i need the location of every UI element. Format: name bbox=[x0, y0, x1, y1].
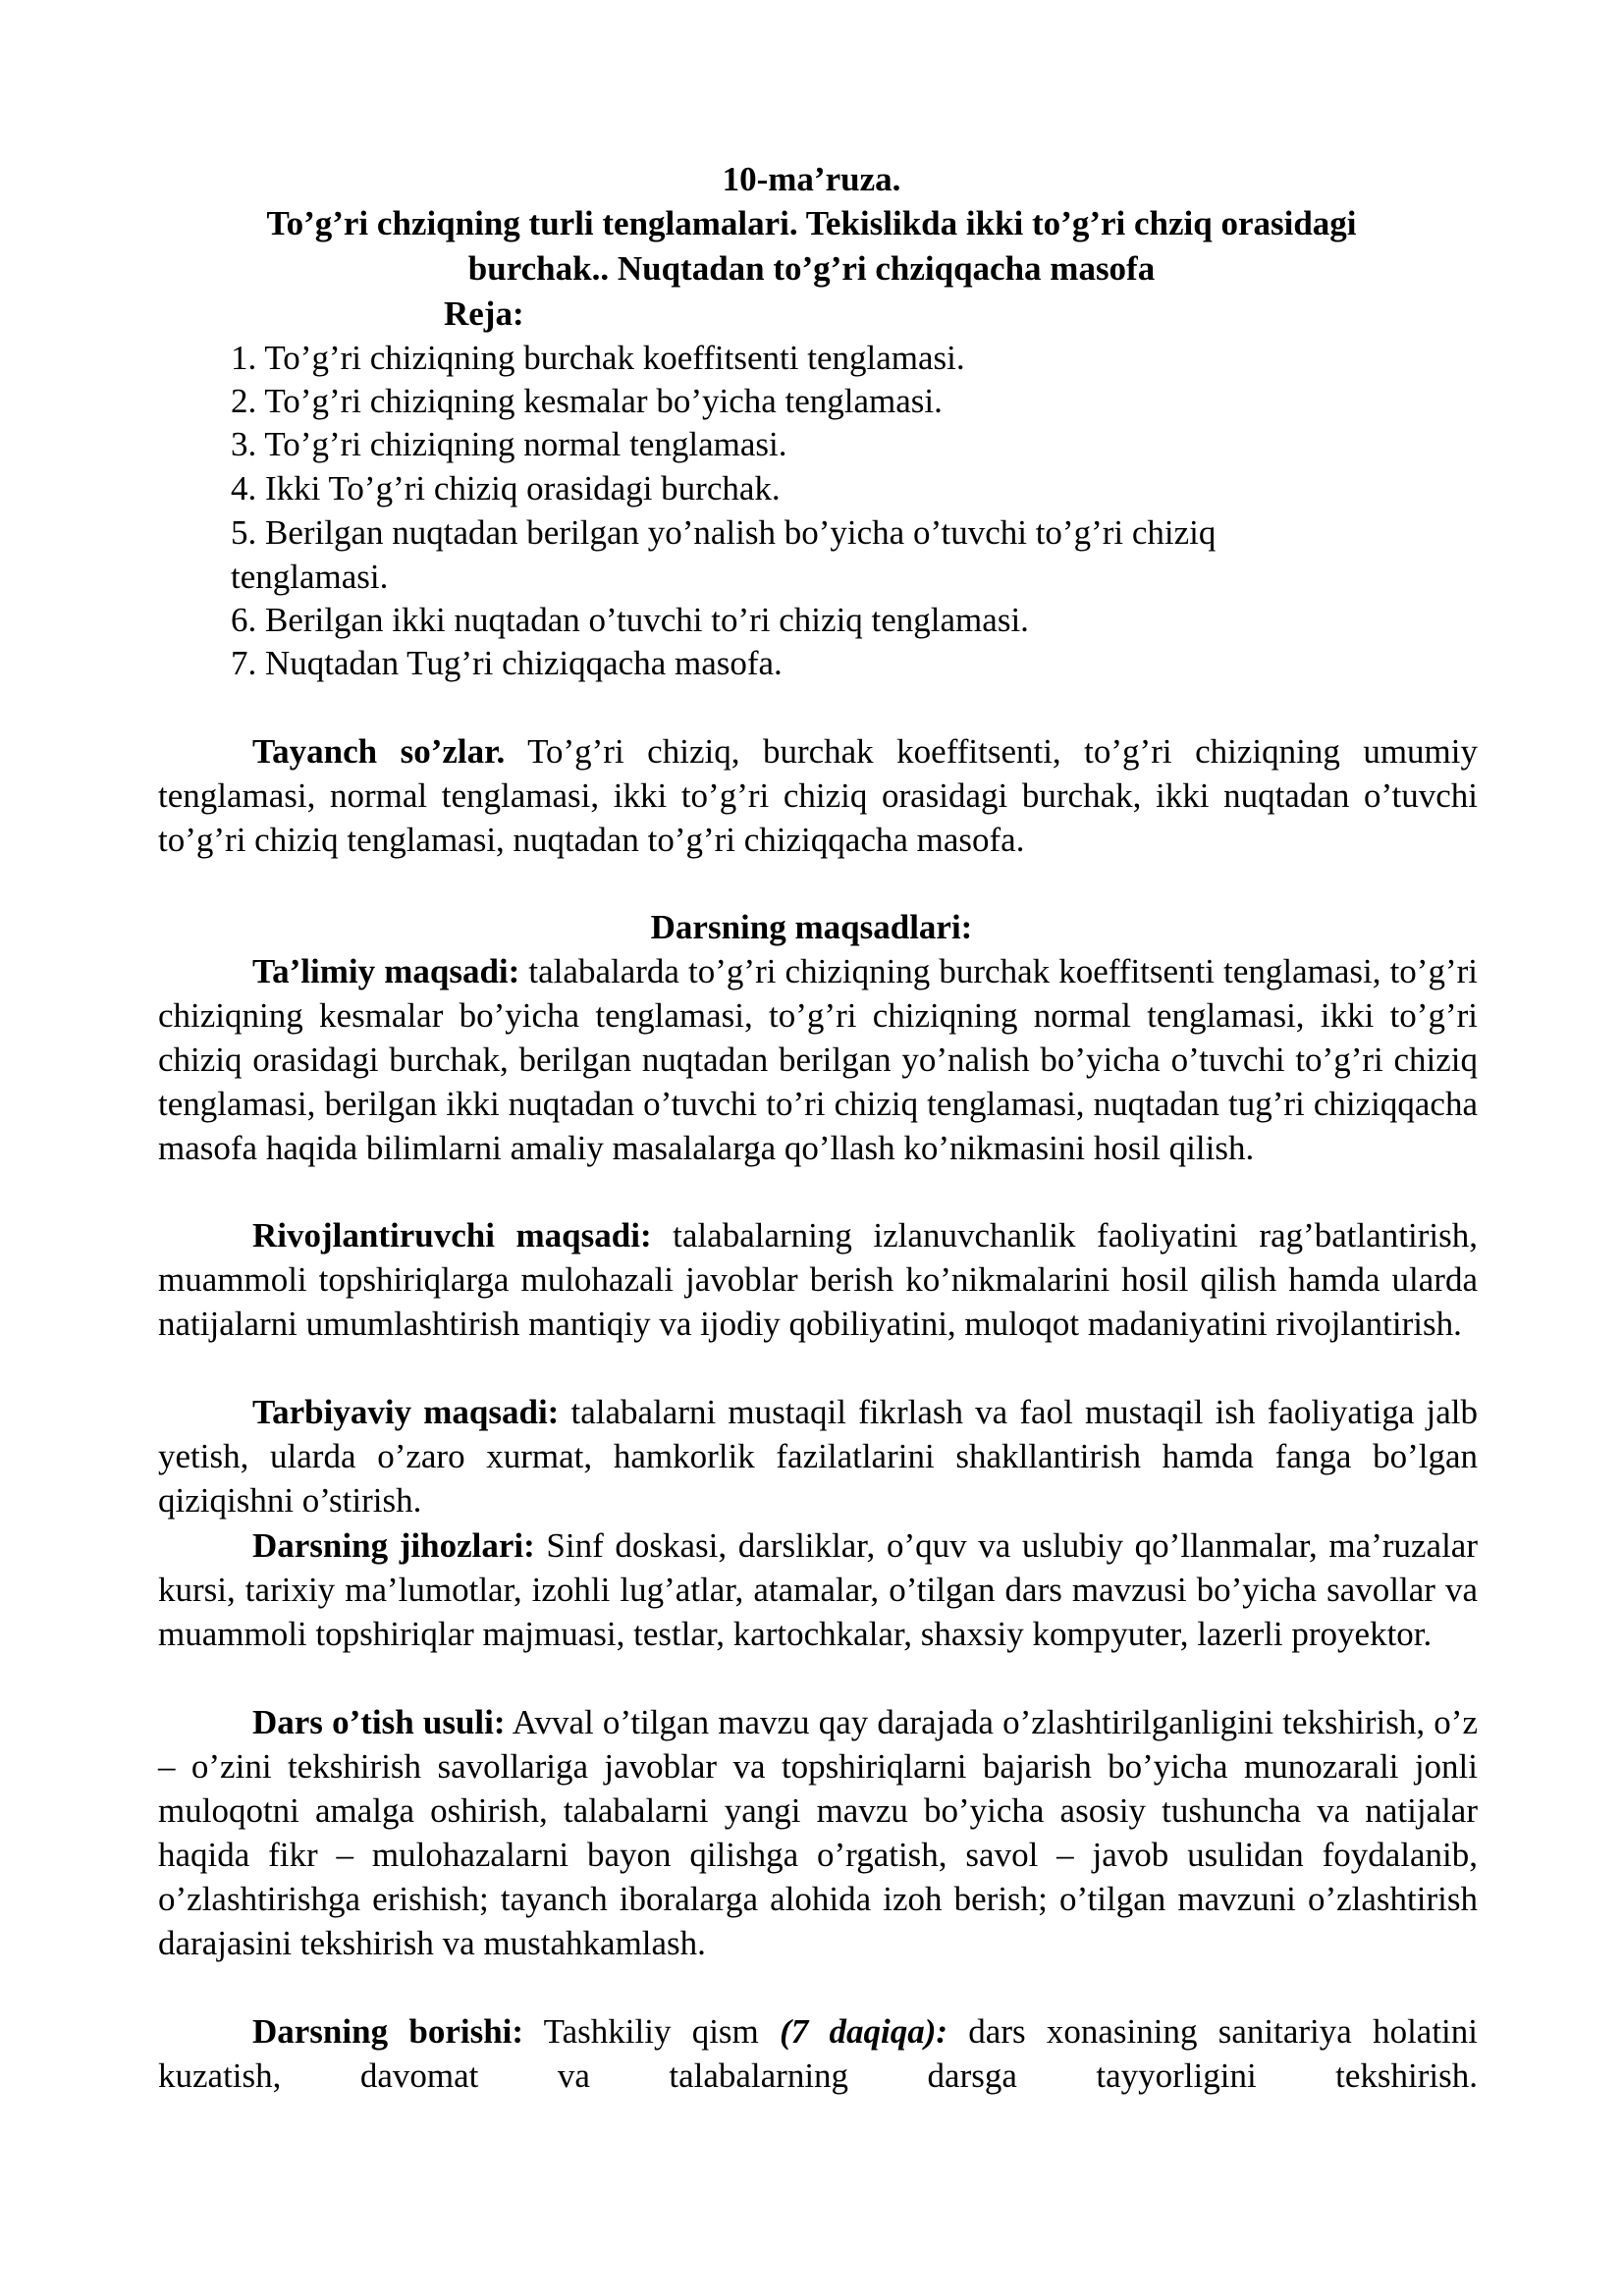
plan-item: 5. Berilgan nuqtadan berilgan yo’nalish bo’yicha o’tuvchi to’g’ri chiziq bbox=[231, 513, 1217, 552]
developmental-goal-label: Rivojlantiruvchi maqsadi: bbox=[252, 1216, 652, 1255]
plan-item: 7. Nuqtadan Tug’ri chiziqqacha masofa. bbox=[231, 644, 783, 682]
educational-goal-text: talabalarda to’g’ri chiziqning burchak koeffitsenti tenglamasi, to’g’ri chiziqning kesmalar bo’yicha tenglamasi, to’g’ri chiziqning normal tenglamasi, ikki to’g’ri chiziq orasidagi burchak, berilgan nuqtadan berilgan yo’nalish bo’yicha o’tuvchi to’g’ri chiziq tenglamasi, berilgan ikki nuqtadan o’tuvchi to’ri chiziq tenglamasi, nuqtadan tug’ri chiziqqacha masofa haqida bilimlarni amaliy masalalarga qo’llash ko’nikmasini hosil qilish. bbox=[158, 952, 1478, 1167]
plan-item: 2. To’g’ri chiziqning kesmalar bo’yicha tenglamasi. bbox=[231, 382, 943, 420]
keywords-label: Tayanch so’zlar. bbox=[252, 732, 506, 771]
title-line-1: To’g’ri chziqning turli tenglamalari. Tekislikda ikki to’g’ri chziq orasidagi bbox=[266, 204, 1357, 242]
educational-goal-paragraph bbox=[158, 949, 1478, 1170]
equipment-label: Darsning jihozlari: bbox=[252, 1526, 535, 1565]
title-line-2: burchak.. Nuqtadan to’g’ri chziqqacha masofa bbox=[467, 249, 1156, 288]
plan-item: 4. Ikki To’g’ri chiziq orasidagi burchak. bbox=[231, 469, 781, 507]
method-label: Dars o’tish usuli: bbox=[252, 1703, 506, 1741]
developmental-goal-text: talabalarning izlanuvchanlik faoliyatini rag’batlantirish, muammoli topshiriqlarga mulohazali javoblar berish ko’nikmalarini hosil qilish hamda ularda natijalarni umumlashtirish mantiqiy va ijodiy qobiliyatini, muloqot madaniyatini rivojlantirish. bbox=[158, 1216, 1478, 1343]
developmental-goal-paragraph bbox=[158, 1213, 1478, 1346]
plan-item-continuation: tenglamasi. bbox=[231, 558, 389, 596]
upbringing-goal-paragraph bbox=[158, 1390, 1478, 1522]
course-time: (7 daqiqa): bbox=[780, 2012, 948, 2051]
equipment-paragraph bbox=[158, 1523, 1478, 1656]
equipment-text: Sinf doskasi, darsliklar, o’quv va uslubiy qo’llanmalar, ma’ruzalar kursi, tarixiy ma’lumotlar, izohli lug’atlar, atamalar, o’tilgan dars mavzusi bo’yicha savollar va muammoli topshiriqlar majmuasi, testlar, kartochkalar, shaxsiy kompyuter, lazerli proyektor. bbox=[158, 1526, 1478, 1653]
method-paragraph bbox=[158, 1700, 1478, 1965]
plan-item: 6. Berilgan ikki nuqtadan o’tuvchi to’ri chiziq tenglamasi. bbox=[231, 601, 1029, 639]
goals-heading: Darsning maqsadlari: bbox=[650, 908, 973, 946]
method-text: Avval o’tilgan mavzu qay darajada o’zlashtirilganligini tekshirish, o’z – o’zini tekshirish savollariga javoblar va topshiriqlarni bajarish bo’yicha munozarali jonli muloqotni amalga oshirish, talabalarni yangi mavzu bo’yicha asosiy tushuncha va natijalar haqida fikr – mulohazalarni bayon qilishga o’rgatish, savol – javob usulidan foydalanib, o’zlashtirishga erishish; tayanch iboralarga alohida izoh berish; o’tilgan mavzuni o’zlashtirish darajasini tekshirish va mustahkamlash. bbox=[158, 1703, 1478, 1962]
course-text-1: Tashkiliy qism bbox=[523, 2012, 781, 2051]
plan-heading: Reja: bbox=[444, 294, 524, 333]
keywords-text: To’g’ri chiziq, burchak koeffitsenti, to’g’ri chiziqning umumiy tenglamasi, normal tenglamasi, ikki to’g’ri chiziq orasidagi burchak, ikki nuqtadan o’tuvchi to’g’ri chiziq tenglamasi, nuqtadan to’g’ri chiziqqacha masofa. bbox=[158, 732, 1478, 859]
keywords-paragraph bbox=[158, 729, 1478, 862]
course-text-2: dars xonasining sanitariya holatini kuzatish, davomat va talabalarning darsga tayyorligini tekshirish. bbox=[158, 2012, 1478, 2095]
lecture-number: 10-ma’ruza. bbox=[722, 160, 901, 198]
course-paragraph bbox=[158, 2009, 1478, 2098]
plan-item: 3. To’g’ri chiziqning normal tenglamasi. bbox=[231, 425, 787, 463]
upbringing-goal-text: talabalarni mustaqil fikrlash va faol mustaqil ish faoliyatiga jalb yetish, ularda o’zaro xurmat, hamkorlik fazilatlarini shakllantirish hamda fanga bo’lgan qiziqishni o’stirish. bbox=[158, 1393, 1479, 1520]
educational-goal-label: Ta’limiy maqsadi: bbox=[252, 952, 520, 990]
course-label: Darsning borishi: bbox=[252, 2012, 524, 2051]
upbringing-goal-label: Tarbiyaviy maqsadi: bbox=[252, 1393, 560, 1431]
plan-item: 1. To’g’ri chiziqning burchak koeffitsenti tenglamasi. bbox=[231, 339, 965, 377]
